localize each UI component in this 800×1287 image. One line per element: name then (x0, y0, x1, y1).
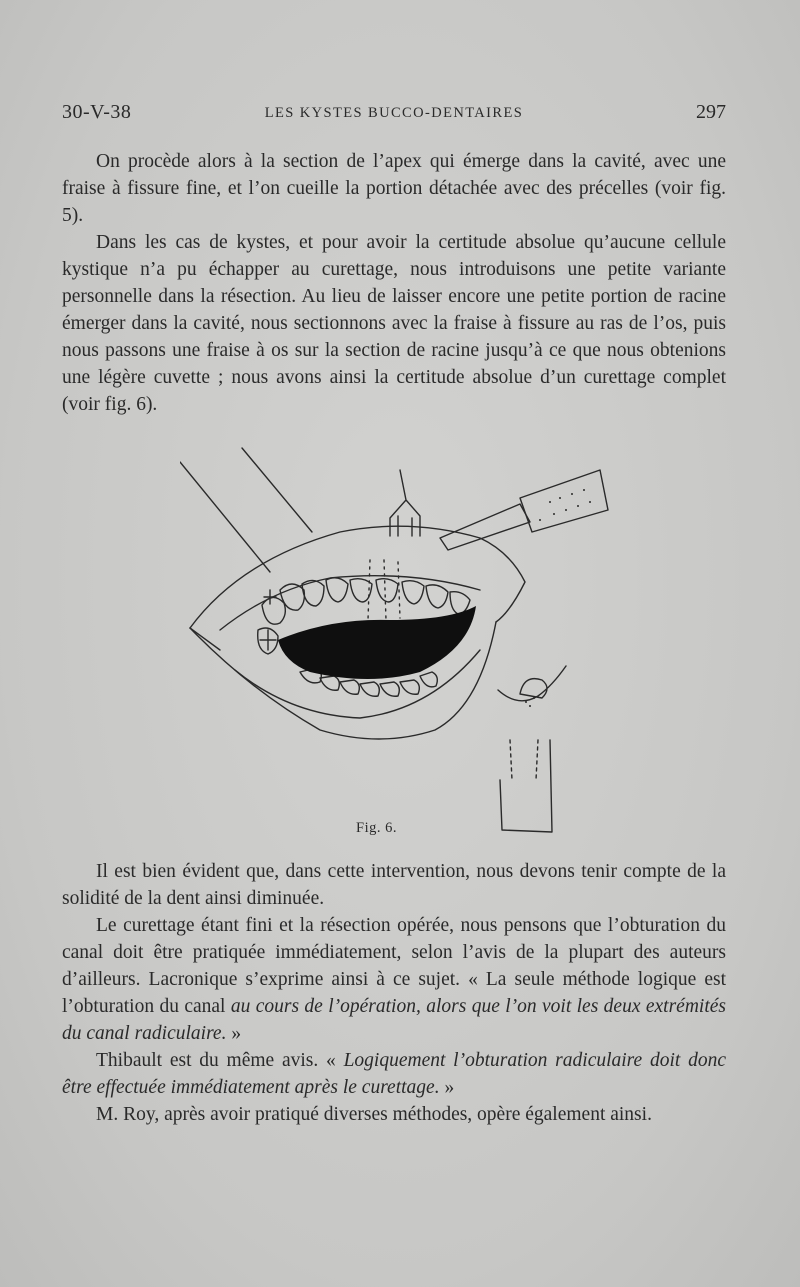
quote-italic: Logiquement l’obturation radiculaire doit donc être effectuée immédiatement après le curettage. (62, 1050, 726, 1098)
dental-illustration (180, 440, 620, 860)
paragraph: M. Roy, après avoir pratiqué diverses méthodes, opère également ainsi. (96, 1104, 652, 1125)
text-block-bottom (62, 858, 726, 1128)
paragraph-text: Thibault est du même avis. « (96, 1050, 344, 1071)
paragraph: Il est bien évident que, dans cette intervention, nous devons tenir compte de la solidité de la dent ainsi diminuée. (62, 861, 726, 909)
page-number: 297 (696, 101, 726, 123)
figure-caption: Fig. 6. (356, 820, 397, 836)
running-title: LES KYSTES BUCCO-DENTAIRES (264, 105, 524, 121)
quote-italic: au cours de l’opération, alors que l’on voit les deux extrémités du canal radiculaire. (62, 996, 727, 1044)
paragraph (62, 912, 726, 1047)
paragraph: On procède alors à la section de l’apex qui émerge dans la cavité, avec une fraise à fissure fine, et l’on cueille la portion détachée avec des précelles (voir fig. 5). (62, 151, 726, 226)
header-date: 30-V-38 (62, 101, 132, 123)
paragraph: Dans les cas de kystes, et pour avoir la certitude absolue qu’aucune cellule kystique n’a pu échapper au curettage, nous introduisons une petite variante personnelle dans la résection. Au lieu de laisser encore une petite portion de racine émerger dans la cavité, nous sectionnons avec la fraise à fissure au ras de l’os, puis nous passons une fraise à os sur la section de racine jusqu’à ce que nous obtenions une légère cuvette ; nous avons ainsi la certitude absolue d’un curettage complet (voir fig. 6). (62, 232, 726, 415)
paragraph-text: Le curettage étant fini et la résection opérée, nous pensons que l’obturation du canal doit être pratiquée immédiatement, selon l’avis de la plupart des auteurs d’ailleurs. Lacronique s’exprime ainsi à ce sujet. « La seule méthode logique est l’obturation du canal (62, 915, 726, 1017)
quote-close: » (226, 1023, 242, 1044)
paragraph (62, 1047, 726, 1101)
running-header (62, 101, 726, 131)
quote-close: » (439, 1077, 455, 1098)
text-block-top (62, 148, 726, 418)
